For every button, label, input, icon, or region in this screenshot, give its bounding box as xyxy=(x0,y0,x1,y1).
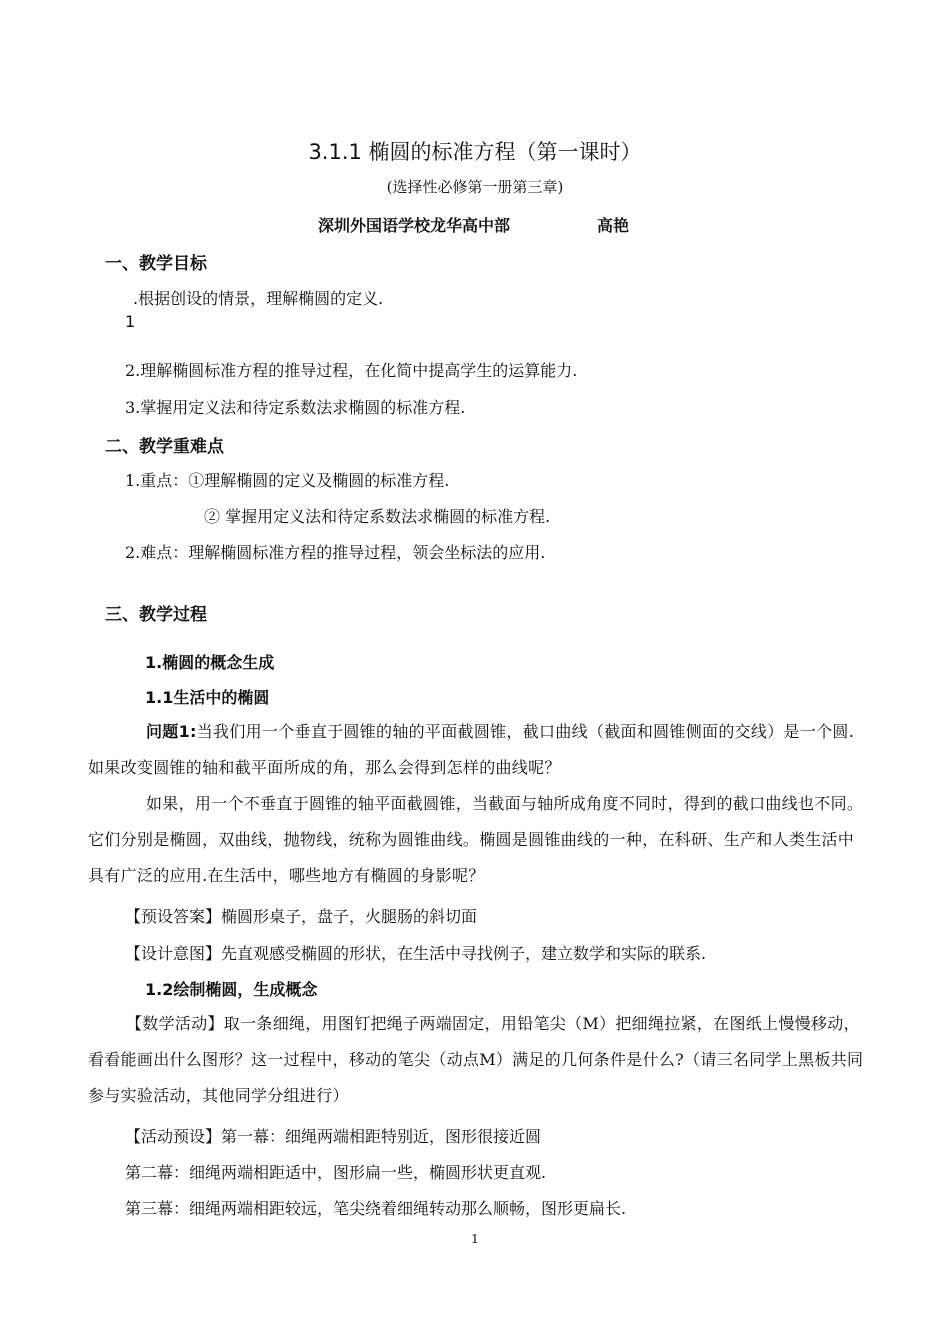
subsection-1-2: 1.2绘制椭圆，生成概念 xyxy=(145,980,318,999)
scene-2: 第二幕：细绳两端相距适中，图形扁一些，椭圆形状更直观. xyxy=(125,1163,547,1182)
document-subtitle: (选择性必修第一册第三章) xyxy=(386,178,564,196)
design-intent: 【设计意图】先直观感受椭圆的形状，在生活中寻找例子，建立数学和实际的联系. xyxy=(125,944,707,963)
activity-preset: 【活动预设】第一幕：细绳两端相距特别近，图形很接近圆 xyxy=(125,1127,542,1146)
section2-heading: 二、教学重难点 xyxy=(105,437,224,457)
difficult-point: 2.难点：理解椭圆标准方程的推导过程，领会坐标法的应用. xyxy=(125,543,546,562)
goal-1-number: 1 xyxy=(125,312,136,331)
goal-2: 2.理解椭圆标准方程的推导过程，在化简中提高学生的运算能力. xyxy=(125,361,578,380)
author-school: 深圳外国语学校龙华高中部 xyxy=(318,216,511,235)
goal-1-text: .根据创设的情景，理解椭圆的定义. xyxy=(133,289,384,308)
section3-heading: 三、教学过程 xyxy=(105,605,207,625)
goal-3: 3.掌握用定义法和待定系数法求椭圆的标准方程. xyxy=(125,398,466,417)
question-1 xyxy=(88,714,866,786)
preset-answer: 【预设答案】椭圆形桌子，盘子，火腿肠的斜切面 xyxy=(125,907,478,926)
question-1-label: 问题1: xyxy=(146,722,197,741)
author-name: 高艳 xyxy=(597,216,630,235)
subsection-1: 1.椭圆的概念生成 xyxy=(145,653,275,672)
key-point-1: 1.重点：①理解椭圆的定义及椭圆的标准方程. xyxy=(125,471,450,490)
page-number: 1 xyxy=(471,1232,479,1246)
scene-3: 第三幕：细绳两端相距较远，笔尖绕着细绳转动那么顺畅，图形更扁长. xyxy=(125,1199,627,1218)
subsection-1-1: 1.1生活中的椭圆 xyxy=(145,688,270,707)
cone-paragraph: 如果，用一个不垂直于圆锥的轴平面截圆锥，当截面与轴所成角度不同时，得到的截口曲线也不同。它们分别是椭圆，双曲线，抛物线，统称为圆锥曲线。椭圆是圆锥曲线的一种，在科研、生产和人类生活中具有广泛的应用.在生活中，哪些地方有椭圆的身影呢？ xyxy=(88,794,864,885)
question-1-text: 当我们用一个垂直于圆锥的轴的平面截圆锥，截口曲线（截面和圆锥侧面的交线）是一个圆.如果改变圆锥的轴和截平面所成的角，那么会得到怎样的曲线呢？ xyxy=(88,722,855,777)
section1-heading: 一、教学目标 xyxy=(105,254,207,274)
math-activity: 【数学活动】取一条细绳，用图钉把绳子两端固定，用铅笔尖（M）把细绳拉紧，在图纸上慢慢移动，看看能画出什么图形？这一过程中，移动的笔尖（动点M）满足的几何条件是什么?（请三名同学上黑板共同参与实验活动，其他同学分组进行） xyxy=(88,1014,864,1105)
key-point-2: ② 掌握用定义法和待定系数法求椭圆的标准方程. xyxy=(204,507,551,526)
document-title: 3.1.1 椭圆的标准方程（第一课时） xyxy=(308,140,642,164)
